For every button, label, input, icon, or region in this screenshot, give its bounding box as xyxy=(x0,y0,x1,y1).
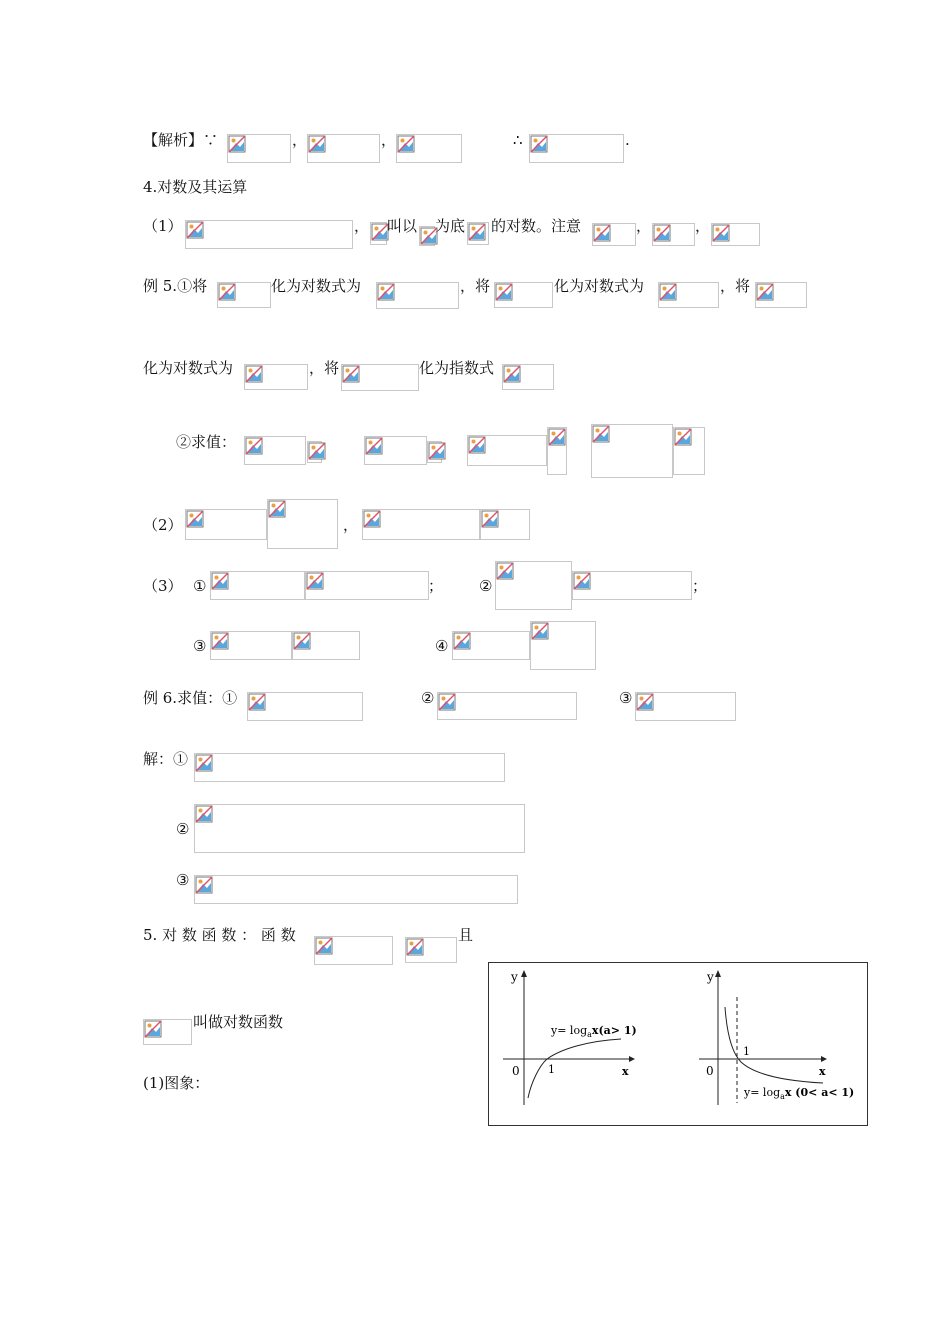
broken-image-icon xyxy=(453,632,471,650)
broken-image-icon xyxy=(531,622,549,640)
broken-image-icon xyxy=(712,224,730,242)
comma: ， xyxy=(343,516,359,534)
curve xyxy=(528,1039,621,1098)
broken-image-icon xyxy=(636,693,654,711)
formula-image xyxy=(143,1019,192,1045)
y-label: y xyxy=(707,970,714,984)
formula-image xyxy=(502,364,554,390)
text: 化为对数式为 xyxy=(271,277,362,295)
broken-image-icon xyxy=(195,754,213,772)
text: 为底 xyxy=(435,217,466,235)
y-axis-arrow xyxy=(521,970,527,977)
comma: ， xyxy=(695,217,711,235)
broken-image-icon xyxy=(308,135,326,153)
formula-image xyxy=(185,220,353,249)
formula-image xyxy=(244,436,306,465)
semicolon: ； xyxy=(428,577,444,595)
curve xyxy=(725,1007,823,1083)
broken-image-icon xyxy=(228,135,246,153)
broken-image-icon xyxy=(756,283,774,301)
broken-image-icon xyxy=(592,425,610,443)
circled-number: ③ xyxy=(193,637,207,655)
comma: ， xyxy=(354,217,370,235)
example-6-label: 例 6.求值：① xyxy=(143,689,238,707)
origin-label: 0 xyxy=(706,1064,714,1078)
solution-label: 解：① xyxy=(143,750,189,768)
graph-subheading: (1)图象： xyxy=(143,1074,210,1092)
broken-image-icon xyxy=(653,224,671,242)
broken-image-icon xyxy=(211,632,229,650)
broken-image-icon xyxy=(268,500,286,518)
broken-image-icon xyxy=(674,428,692,446)
broken-image-icon xyxy=(218,283,236,301)
formula-image xyxy=(396,134,462,163)
formula-image xyxy=(658,282,719,308)
formula-image xyxy=(572,571,692,600)
formula-image xyxy=(210,631,292,660)
formula-image xyxy=(592,223,636,246)
text: ，将 xyxy=(309,359,340,377)
one-label: 1 xyxy=(548,1063,555,1076)
formula-image xyxy=(755,282,807,308)
broken-image-icon xyxy=(503,365,521,383)
broken-image-icon xyxy=(308,442,326,460)
formula-image xyxy=(467,435,547,466)
broken-image-icon xyxy=(406,938,424,956)
text: ，将 xyxy=(460,277,491,295)
text: 化为指数式 xyxy=(419,359,495,377)
formula-image xyxy=(194,875,518,904)
text: 叫做对数函数 xyxy=(193,1013,284,1031)
broken-image-icon xyxy=(438,693,456,711)
formula-image xyxy=(185,509,267,540)
formula-image xyxy=(427,441,442,463)
formula-image xyxy=(652,223,695,246)
x-label: x xyxy=(622,1065,629,1078)
broken-image-icon xyxy=(245,365,263,383)
formula-image xyxy=(314,936,393,965)
x-label: x xyxy=(819,1065,826,1078)
formula-image xyxy=(370,222,387,245)
item-3-number: （3） xyxy=(143,577,183,595)
formula-image xyxy=(227,134,291,163)
evaluate-label: ②求值： xyxy=(176,433,237,451)
formula-image xyxy=(341,364,419,391)
formula-image xyxy=(467,222,489,245)
function-label: $y= \log_ax$ (0< a< 1) xyxy=(744,1086,855,1101)
formula-image xyxy=(495,561,572,610)
circled-number: ② xyxy=(479,577,493,595)
broken-image-icon xyxy=(659,283,677,301)
formula-image xyxy=(194,753,505,782)
circled-number: ④ xyxy=(435,637,449,655)
text: 叫以 xyxy=(387,217,418,235)
comma: ， xyxy=(636,217,652,235)
text: 化为对数式为 xyxy=(143,359,234,377)
formula-image xyxy=(494,282,553,308)
one-label: 1 xyxy=(743,1045,750,1058)
graph-a-greater-1 xyxy=(503,970,637,1105)
period: . xyxy=(625,131,630,149)
circled-number: ② xyxy=(421,689,435,707)
broken-image-icon xyxy=(468,436,486,454)
section-4-title: 4.对数及其运算 xyxy=(143,178,248,196)
broken-image-icon xyxy=(593,224,611,242)
formula-image xyxy=(419,226,435,246)
text: 且 xyxy=(458,926,474,944)
semicolon: ； xyxy=(692,577,708,595)
broken-image-icon xyxy=(186,510,204,528)
broken-image-icon xyxy=(573,572,591,590)
broken-image-icon xyxy=(468,223,486,241)
example-5-label: 例 5.①将 xyxy=(143,277,208,295)
circled-number: ③ xyxy=(176,871,190,889)
text: 的对数。注意 xyxy=(491,217,582,235)
broken-image-icon xyxy=(397,135,415,153)
origin-label: 0 xyxy=(512,1064,520,1078)
formula-image xyxy=(437,692,577,720)
broken-image-icon xyxy=(211,572,229,590)
broken-image-icon xyxy=(530,135,548,153)
formula-image xyxy=(247,692,363,721)
formula-image xyxy=(547,427,567,475)
graph-a-between-0-1 xyxy=(699,970,854,1105)
broken-image-icon xyxy=(377,283,395,301)
formula-image xyxy=(376,282,459,309)
broken-image-icon xyxy=(315,937,333,955)
broken-image-icon xyxy=(186,221,204,239)
formula-image xyxy=(210,571,305,600)
formula-image xyxy=(267,499,338,549)
comma: ， xyxy=(292,131,308,149)
formula-image xyxy=(530,621,596,670)
broken-image-icon xyxy=(293,632,311,650)
formula-image xyxy=(364,436,427,465)
x-axis-arrow xyxy=(821,1056,827,1062)
broken-image-icon xyxy=(496,562,514,580)
formula-image xyxy=(452,631,530,660)
therefore-symbol: ∴ xyxy=(513,131,523,149)
broken-image-icon xyxy=(428,442,446,460)
broken-image-icon xyxy=(144,1020,162,1038)
formula-image xyxy=(244,364,308,390)
circled-number: ③ xyxy=(619,689,633,707)
broken-image-icon xyxy=(495,283,513,301)
broken-image-icon xyxy=(306,572,324,590)
circled-number: ① xyxy=(193,577,207,595)
broken-image-icon xyxy=(481,510,499,528)
section-5-title: 5. 对 数 函 数 ： 函 数 xyxy=(143,926,296,944)
jiexi-label: 【解析】∵ xyxy=(143,131,219,149)
log-graphs xyxy=(489,963,867,1125)
formula-image xyxy=(711,223,760,246)
broken-image-icon xyxy=(342,365,360,383)
circled-number: ② xyxy=(176,820,190,838)
formula-image xyxy=(529,134,624,163)
y-label: y xyxy=(511,970,518,984)
formula-image xyxy=(305,571,429,600)
formula-image xyxy=(217,282,271,308)
formula-image xyxy=(307,134,380,163)
formula-image xyxy=(405,937,457,963)
item-1-number: （1） xyxy=(143,217,183,235)
formula-image xyxy=(673,427,705,475)
y-axis-arrow xyxy=(715,970,721,977)
text: 化为对数式为 xyxy=(554,277,645,295)
x-axis-arrow xyxy=(629,1056,635,1062)
formula-image xyxy=(591,424,673,478)
broken-image-icon xyxy=(548,428,566,446)
text: ，将 xyxy=(720,277,751,295)
function-label: $y= \log_ax(a> 1)$ xyxy=(551,1024,637,1039)
formula-image xyxy=(480,509,530,540)
log-function-figure xyxy=(488,962,868,1126)
formula-image xyxy=(307,441,322,463)
broken-image-icon xyxy=(245,437,263,455)
item-2-number: （2） xyxy=(143,516,183,534)
comma: ， xyxy=(381,131,397,149)
broken-image-icon xyxy=(248,693,266,711)
formula-image xyxy=(292,631,360,660)
formula-image xyxy=(362,509,480,540)
broken-image-icon xyxy=(365,437,383,455)
broken-image-icon xyxy=(195,805,213,823)
formula-image xyxy=(635,692,736,721)
broken-image-icon xyxy=(195,876,213,894)
formula-image xyxy=(194,804,525,853)
broken-image-icon xyxy=(363,510,381,528)
